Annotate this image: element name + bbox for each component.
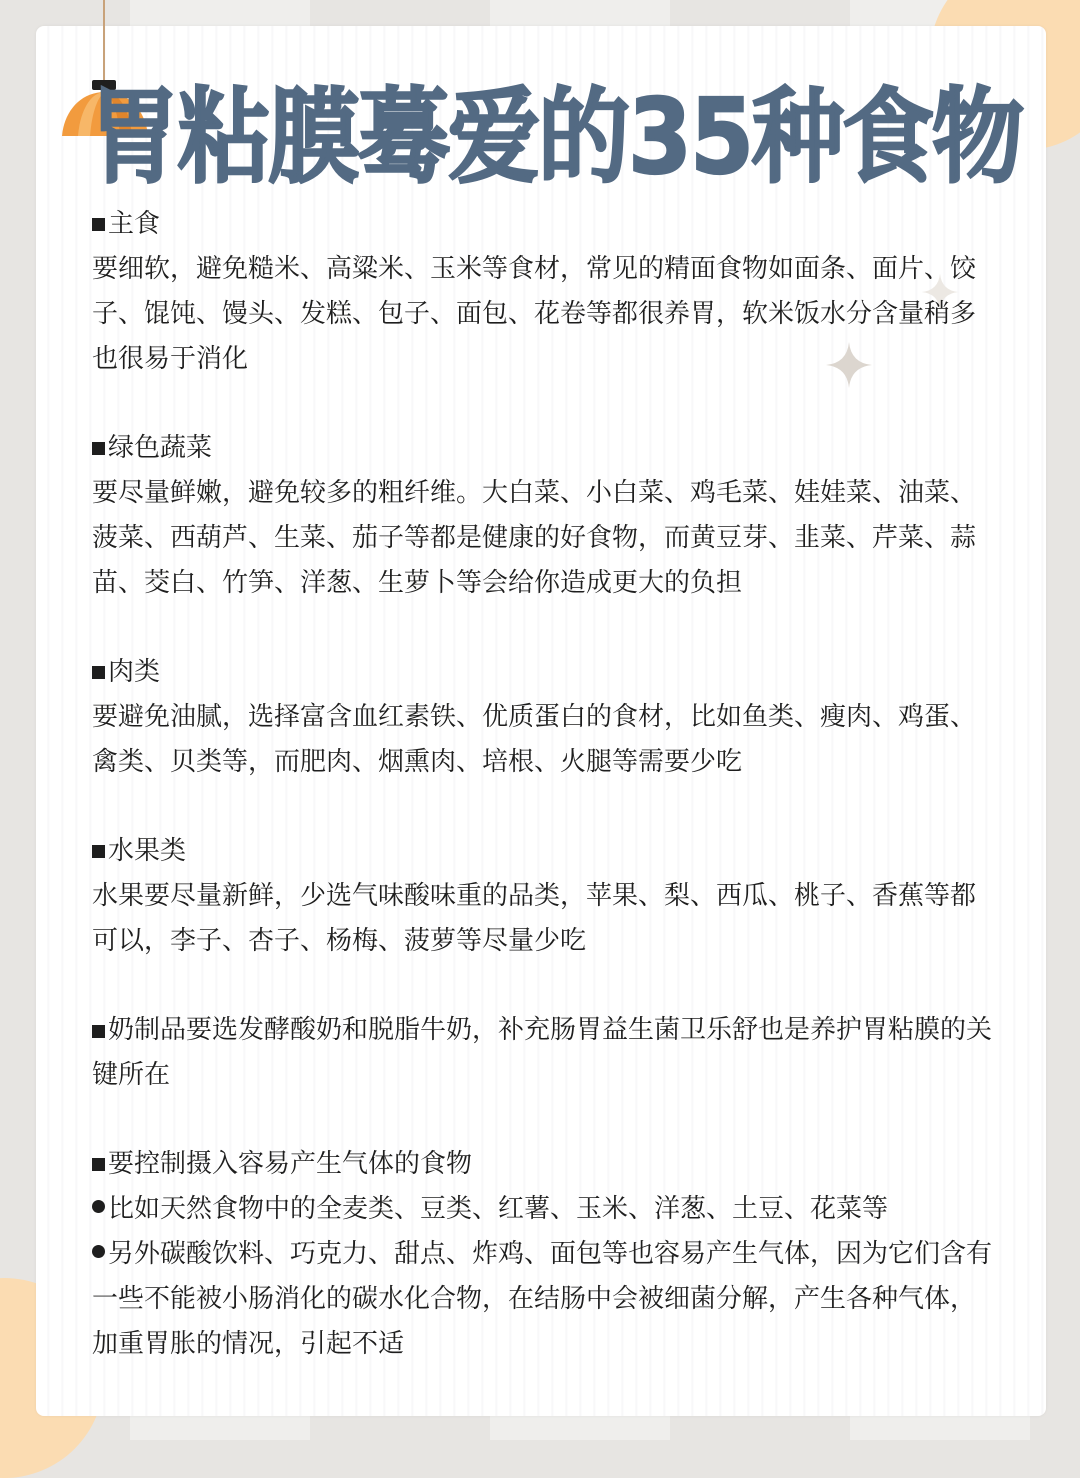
- section-body: 水果要尽量新鲜，少选气味酸味重的品类，苹果、梨、西瓜、桃子、香蕉等都可以，李子、杏子、杨梅、菠萝等尽量少吃: [92, 881, 977, 956]
- section-heading-text: 要控制摄入容易产生气体的食物: [108, 1149, 473, 1179]
- article-content: [92, 202, 992, 1367]
- black-square-icon: [92, 218, 105, 231]
- section-dairy: [92, 1008, 992, 1098]
- black-square-icon: [92, 1025, 105, 1038]
- section-heading: [92, 650, 992, 695]
- section-gas-foods: [92, 1142, 992, 1367]
- black-square-icon: [92, 1158, 105, 1171]
- section-body: 要避免油腻，选择富含血红素铁、优质蛋白的食材，比如鱼类、瘦肉、鸡蛋、禽类、贝类等，而肥肉、烟熏肉、培根、火腿等需要少吃: [92, 702, 977, 777]
- bullet-text: 比如天然食物中的全麦类、豆类、红薯、玉米、洋葱、土豆、花菜等: [108, 1194, 889, 1224]
- black-square-icon: [92, 442, 105, 455]
- bullet-item: [92, 1187, 992, 1232]
- bullet-text: 另外碳酸饮料、巧克力、甜点、炸鸡、面包等也容易产生气体，因为它们含有一些不能被小肠消化的碳水化合物，在结肠中会被细菌分解，产生各种气体，加重胃胀的情况，引起不适: [92, 1239, 993, 1359]
- section-heading-text: 水果类: [108, 836, 187, 866]
- section-heading-text: 肉类: [108, 657, 161, 687]
- black-square-icon: [92, 845, 105, 858]
- section-heading: [92, 829, 992, 874]
- page-title: 胃粘膜蓦爱的35种食物: [88, 77, 1023, 198]
- section-meat: [92, 650, 992, 785]
- black-square-icon: [92, 666, 105, 679]
- section-body: 要细软，避免糙米、高粱米、玉米等食材，常见的精面食物如面条、面片、饺子、馄饨、馒头、发糕、包子、面包、花卷等都很养胃，软米饭水分含量稍多也很易于消化: [92, 254, 977, 374]
- section-fruit: [92, 829, 992, 964]
- bullet-item: [92, 1232, 992, 1367]
- section-heading: [92, 1142, 992, 1187]
- section-heading: [92, 426, 992, 471]
- section-green-vegetables: [92, 426, 992, 606]
- black-dot-icon: [92, 1200, 105, 1213]
- section-heading: [92, 202, 992, 247]
- section-body: 要尽量鲜嫩，避免较多的粗纤维。大白菜、小白菜、鸡毛菜、娃娃菜、油菜、菠菜、西葫芦、生菜、茄子等都是健康的好食物，而黄豆芽、韭菜、芹菜、蒜苗、茭白、竹笋、洋葱、生萝卜等会给你造成更大的负担: [92, 478, 977, 598]
- section-staple-food: [92, 202, 992, 382]
- section-heading: [92, 1008, 992, 1098]
- black-dot-icon: [92, 1245, 105, 1258]
- section-heading-text: 奶制品要选发酵酸奶和脱脂牛奶，补充肠胃益生菌卫乐舒也是养护胃粘膜的关键所在: [92, 1015, 993, 1090]
- section-heading-text: 主食: [108, 209, 161, 239]
- section-heading-text: 绿色蔬菜: [108, 433, 213, 463]
